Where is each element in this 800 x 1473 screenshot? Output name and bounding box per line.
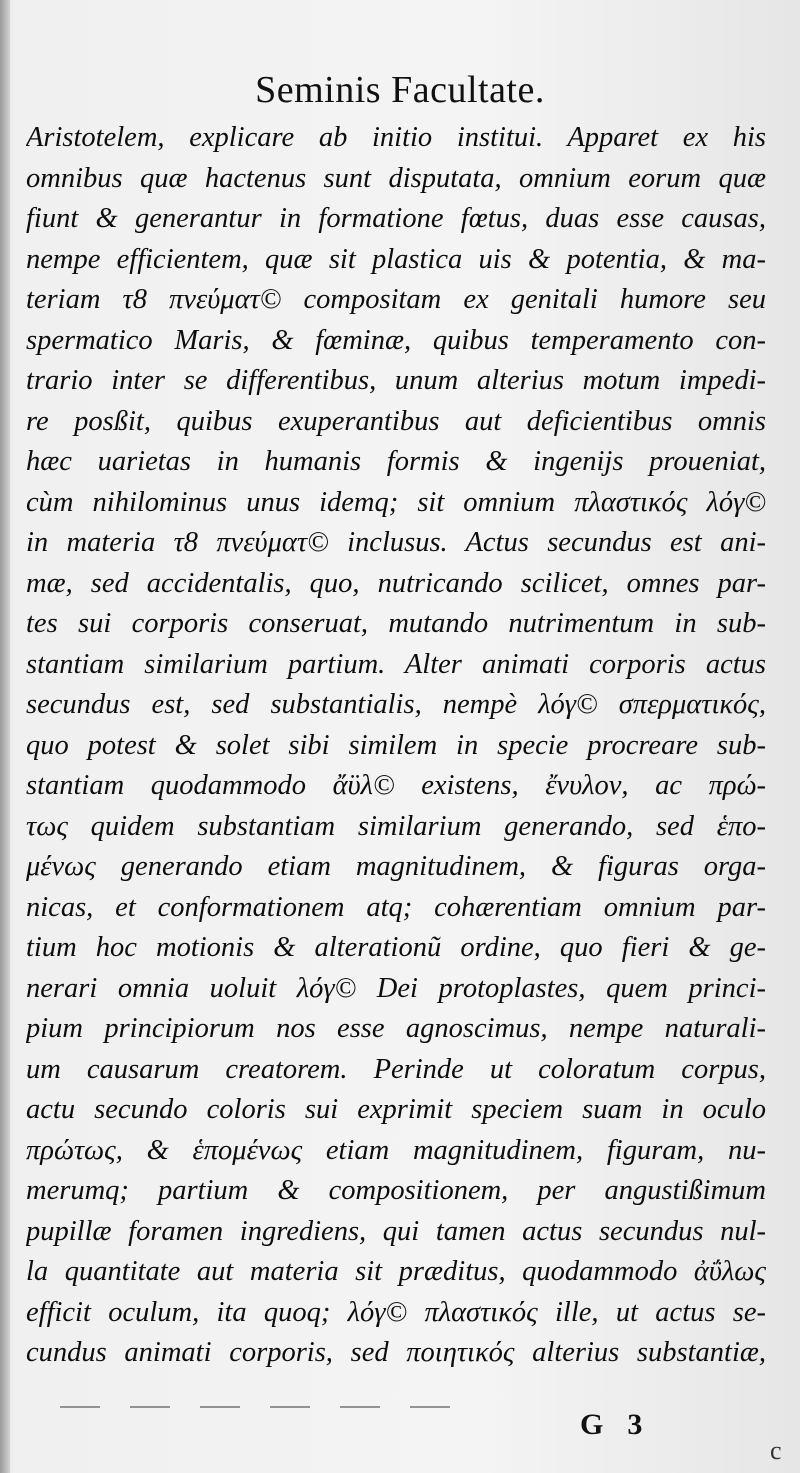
text-line: re posßit, quibus exuperantibus aut deficientibus omnis: [26, 405, 766, 437]
text-line: μένως generando etiam magnitudinem, & figuras orga-: [26, 851, 766, 882]
text-line: stantiam quodammodo ἄϋλ© existens, ἔνυλον, ac πρώ-: [26, 770, 766, 801]
corner-mark: c: [770, 1436, 782, 1465]
text-line: teriam τ8 πνεύματ© compositam ex genitali humore seu: [26, 284, 766, 315]
text-line: trario inter se differentibus, unum alterius motum impedi-: [26, 365, 766, 396]
text-line: actu secundo coloris sui exprimit speciem suam in oculo: [26, 1094, 766, 1125]
text-line: um causarum creatorem. Perinde ut coloratum corpus,: [26, 1053, 766, 1085]
text-line: nempe efficientem, quæ sit plastica uis & potentia, & ma-: [26, 243, 766, 275]
text-line: spermatico Maris, & fœminæ, quibus temperamento con-: [26, 324, 766, 356]
text-line: omnibus quæ hactenus sunt disputata, omnium eorum quæ: [26, 162, 766, 194]
footer-rule: [60, 1406, 460, 1408]
signature-number: 3: [627, 1408, 643, 1441]
text-line: mæ, sed accidentalis, quo, nutricando scilicet, omnes par-: [26, 567, 766, 599]
signature-mark: [580, 1408, 642, 1442]
text-line: pupillæ foramen ingrediens, qui tamen actus secundus nul-: [26, 1215, 766, 1247]
text-line: Aristotelem, explicare ab initio institui. Apparet ex his: [26, 122, 766, 153]
text-line: fiunt & generantur in formatione fœtus, duas esse causas,: [26, 203, 766, 234]
text-line: tes sui corporis conseruat, mutando nutrimentum in sub-: [26, 608, 766, 639]
text-line: pium principiorum nos esse agnoscimus, nempe naturali-: [26, 1013, 766, 1044]
page-gutter-shadow: [0, 0, 10, 1473]
body-text: [26, 118, 766, 1374]
text-line: la quantitate aut materia sit præditus, quodammodo ἀΰλως: [26, 1256, 766, 1287]
running-head: Seminis Facultate.: [255, 69, 545, 111]
text-line: efficit oculum, ita quoq; λόγ© πλαστικός ille, ut actus se-: [26, 1296, 766, 1328]
text-line: secundus est, sed substantialis, nempè λόγ© σπερματικός,: [26, 689, 766, 720]
text-line: nicas, et conformationem atq; cohærentiam omnium par-: [26, 891, 766, 923]
text-line: nerari omnia uoluit λόγ© Dei protoplastes, quem princi-: [26, 972, 766, 1004]
text-line: stantiam similarium partium. Alter animati corporis actus: [26, 648, 766, 680]
text-line: in materia τ8 πνεύματ© inclusus. Actus secundus est ani-: [26, 527, 766, 558]
text-line: πρώτως, & ἑπομένως etiam magnitudinem, figuram, nu-: [26, 1134, 766, 1166]
text-line: cùm nihilominus unus idemq; sit omnium πλαστικός λόγ©: [26, 486, 766, 518]
signature-letter: G: [580, 1408, 604, 1441]
text-line: hæc uarietas in humanis formis & ingenijs proueniat,: [26, 446, 766, 477]
text-line: quo potest & solet sibi similem in specie procreare sub-: [26, 729, 766, 761]
text-line: τως quidem substantiam similarium generando, sed ἑπο-: [26, 810, 766, 842]
text-line: merumq; partium & compositionem, per angustißimum: [26, 1175, 766, 1206]
text-line: tium hoc motionis & alterationũ ordine, quo fieri & ge-: [26, 932, 766, 963]
text-line: cundus animati corporis, sed ποιητικός alterius substantiæ,: [26, 1337, 766, 1368]
